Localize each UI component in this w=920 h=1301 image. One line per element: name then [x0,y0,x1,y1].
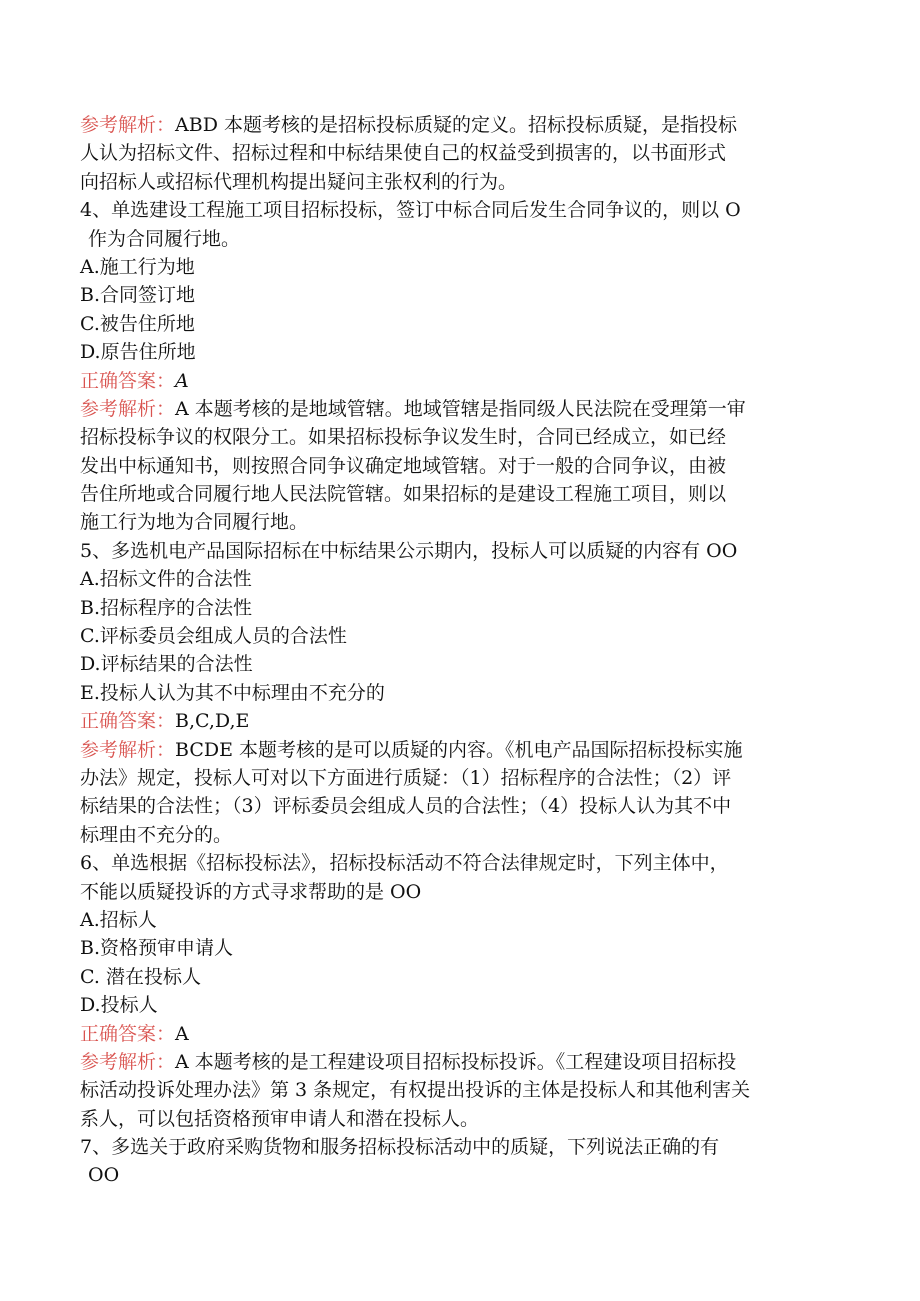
option-a: A.招标文件的合法性 [80,568,252,591]
analysis-text: ABD 本题考核的是招标投标质疑的定义。招标投标质疑，是指投标 [175,114,737,136]
option-d: D.评标结果的合法性 [80,653,253,676]
option-a: A.招标人 [80,908,157,931]
question-stem: 4、单选建设工程施工项目招标投标，签订中标合同后发生合同争议的，则以 O [80,199,741,222]
answer-line [80,707,840,735]
analysis-line: 标活动投诉处理办法》第 3 条规定，有权提出投诉的主体是投标人和其他利害关 [80,1079,751,1102]
analysis-text: BCDE 本题考核的是可以质疑的内容。《机电产品国际招标投标实施 [175,738,743,761]
analysis-label: 参考解析： [80,397,176,420]
option-c: C. 潜在投标人 [80,965,201,988]
question-stem: 5、多选机电产品国际招标在中标结果公示期内，投标人可以质疑的内容有 OO [80,539,738,562]
option-c: C.评标委员会组成人员的合法性 [80,625,347,648]
analysis-line: 告住所地或合同履行地人民法院管辖。如果招标的是建设工程施工项目，则以 [80,483,727,506]
analysis-label: 参考解析： [80,1050,176,1073]
answer-value: A [175,1022,189,1045]
answer-label: 正确答案： [80,710,176,733]
answer-line [80,1020,840,1048]
analysis-line [80,395,840,423]
question-stem: 不能以质疑投诉的方式寻求帮助的是 OO [80,880,422,903]
analysis-line: 人认为招标文件、招标过程和中标结果使自己的权益受到损害的，以书面形式 [80,142,727,165]
answer-value: A [175,369,189,392]
question-stem: OO [88,1164,120,1187]
option-d: D.投标人 [80,994,158,1017]
option-e: E.投标人认为其不中标理由不充分的 [80,681,385,704]
analysis-text: A 本题考核的是工程建设项目招标投标投诉。《工程建设项目招标投 [175,1050,737,1073]
question-stem: 6、单选根据《招标投标法》，招标投标活动不符合法律规定时，下列主体中， [80,852,729,875]
analysis-line [80,111,840,139]
question-stem: 7、多选关于政府采购货物和服务招标投标活动中的质疑，下列说法正确的有 [80,1136,720,1159]
option-c: C.被告住所地 [80,312,195,335]
answer-value: B,C,D,E [175,710,250,733]
answer-label: 正确答案： [80,369,176,392]
question-stem: 作为合同履行地。 [88,227,241,250]
analysis-label: 参考解析： [80,114,176,136]
analysis-label: 参考解析： [80,738,176,761]
option-b: B.合同签订地 [80,284,196,307]
analysis-line: 标理由不充分的。 [80,823,233,846]
analysis-line: 招标投标争议的权限分工。如果招标投标争议发生时，合同已经成立，如已经 [80,426,727,449]
option-d: D.原告住所地 [80,341,196,364]
answer-label: 正确答案： [80,1022,176,1045]
document-page [80,111,840,1190]
analysis-line [80,736,840,764]
analysis-text: A 本题考核的是地域管辖。地域管辖是指同级人民法院在受理第一审 [175,397,746,420]
option-b: B.招标程序的合法性 [80,596,253,619]
analysis-line: 办法》规定，投标人可对以下方面进行质疑：（1）招标程序的合法性；（2）评 [80,766,732,789]
option-a: A.施工行为地 [80,255,195,278]
answer-line [80,367,840,395]
analysis-line: 向招标人或招标代理机构提出疑问主张权利的行为。 [80,170,518,193]
analysis-line [80,1048,840,1076]
analysis-line: 系人，可以包括资格预审申请人和潜在投标人。 [80,1107,480,1130]
analysis-line: 发出中标通知书，则按照合同争议确定地域管辖。对于一般的合同争议，由被 [80,454,727,477]
option-b: B.资格预审申请人 [80,937,234,960]
analysis-line: 施工行为地为合同履行地。 [80,511,309,534]
analysis-line: 标结果的合法性；（3）评标委员会组成人员的合法性；（4）投标人认为其不中 [80,795,732,818]
